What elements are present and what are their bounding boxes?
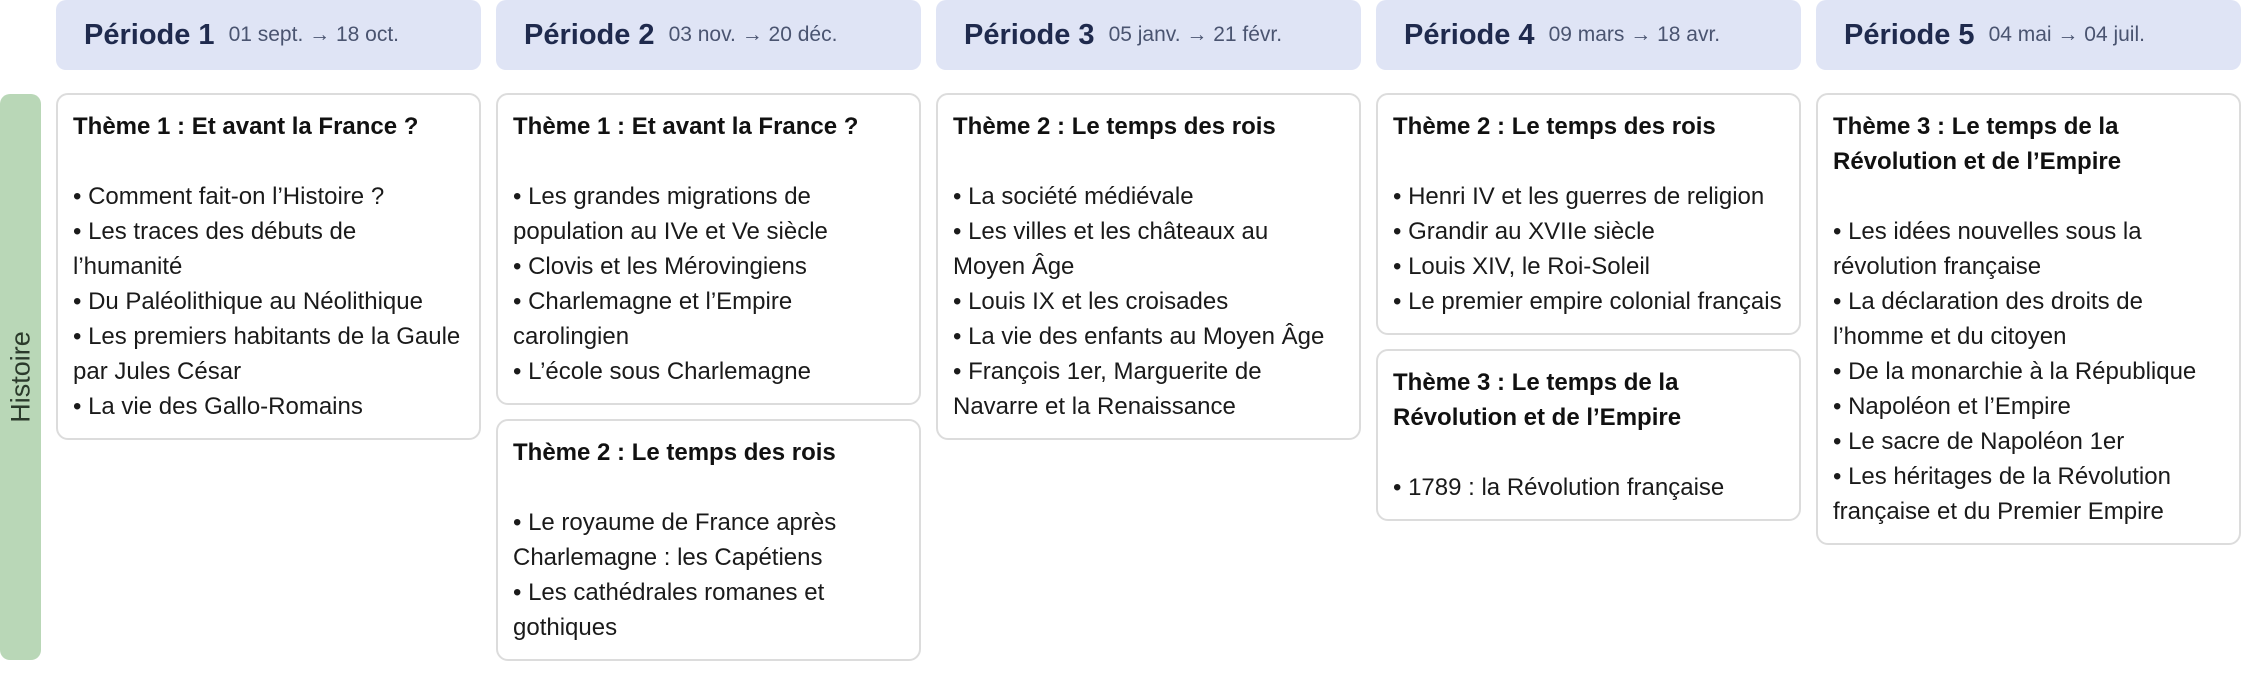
period-column-5 bbox=[1816, 0, 2241, 559]
theme-item: • Les villes et les châteaux au Moyen Âge bbox=[953, 218, 1269, 280]
theme-item: • Du Paléolithique au Néolithique bbox=[73, 288, 423, 315]
theme-item: • La vie des enfants au Moyen Âge bbox=[953, 323, 1325, 350]
theme-card bbox=[1376, 349, 1801, 521]
theme-card bbox=[1816, 93, 2241, 545]
theme-item: • Les héritages de la Révolution française et du Premier Empire bbox=[1833, 463, 2171, 525]
theme-item: • Grandir au XVIIe siècle bbox=[1393, 218, 1655, 245]
subject-row-header bbox=[0, 94, 41, 660]
theme-card bbox=[1376, 93, 1801, 335]
theme-title: Thème 2 : Le temps des rois bbox=[1393, 113, 1716, 140]
theme-item: • Les traces des débuts de l’humanité bbox=[73, 218, 357, 280]
theme-title: Thème 2 : Le temps des rois bbox=[513, 439, 836, 466]
theme-title: Thème 3 : Le temps de la Révolution et de l’Empire bbox=[1833, 113, 2122, 175]
theme-item: • Charlemagne et l’Empire carolingien bbox=[513, 288, 793, 350]
theme-item: • Les grandes migrations de population au IVe et Ve siècle bbox=[513, 183, 828, 245]
period-dates: 03 nov. → 20 déc. bbox=[668, 23, 838, 46]
theme-item: • L’école sous Charlemagne bbox=[513, 358, 811, 385]
theme-item: • Le premier empire colonial français bbox=[1393, 288, 1782, 315]
theme-title: Thème 2 : Le temps des rois bbox=[953, 113, 1276, 140]
period-column-2 bbox=[496, 0, 921, 675]
theme-title: Thème 1 : Et avant la France ? bbox=[513, 113, 859, 140]
theme-item: • François 1er, Marguerite de Navarre et la Renaissance bbox=[953, 358, 1262, 420]
period-dates: 05 janv. → 21 févr. bbox=[1108, 23, 1283, 46]
period-title: Période 1 bbox=[84, 18, 215, 51]
theme-item: • 1789 : la Révolution française bbox=[1393, 474, 1725, 501]
period-dates: 01 sept. → 18 oct. bbox=[228, 23, 399, 46]
theme-item: • Comment fait-on l’Histoire ? bbox=[73, 183, 385, 210]
period-column-4 bbox=[1376, 0, 1801, 535]
theme-item: • La société médiévale bbox=[953, 183, 1194, 210]
period-header bbox=[1816, 0, 2241, 70]
theme-item: • Louis XIV, le Roi-Soleil bbox=[1393, 253, 1650, 280]
theme-item: • Les idées nouvelles sous la révolution française bbox=[1833, 218, 2142, 280]
theme-card bbox=[496, 419, 921, 661]
theme-card bbox=[56, 93, 481, 440]
subject-label: Histoire bbox=[5, 331, 35, 423]
period-dates: 04 mai → 04 juil. bbox=[1988, 23, 2145, 46]
period-dates: 09 mars → 18 avr. bbox=[1548, 23, 1721, 46]
period-header bbox=[1376, 0, 1801, 70]
period-header bbox=[56, 0, 481, 70]
period-header bbox=[936, 0, 1361, 70]
theme-item: • Napoléon et l’Empire bbox=[1833, 393, 2071, 420]
theme-card bbox=[496, 93, 921, 405]
theme-item: • Henri IV et les guerres de religion bbox=[1393, 183, 1765, 210]
theme-title: Thème 3 : Le temps de la Révolution et de l’Empire bbox=[1393, 369, 1682, 431]
period-title: Période 5 bbox=[1844, 18, 1975, 51]
theme-title: Thème 1 : Et avant la France ? bbox=[73, 113, 419, 140]
theme-item: • Le royaume de France après Charlemagne : les Capétiens bbox=[513, 509, 837, 571]
period-column-1 bbox=[56, 0, 481, 454]
theme-item: • La déclaration des droits de l’homme et du citoyen bbox=[1833, 288, 2143, 350]
theme-item: • Le sacre de Napoléon 1er bbox=[1833, 428, 2125, 455]
theme-item: • La vie des Gallo-Romains bbox=[73, 393, 363, 420]
period-title: Période 3 bbox=[964, 18, 1095, 51]
theme-item: • Louis IX et les croisades bbox=[953, 288, 1229, 315]
theme-item: • Clovis et les Mérovingiens bbox=[513, 253, 807, 280]
period-column-3 bbox=[936, 0, 1361, 454]
theme-card bbox=[936, 93, 1361, 440]
period-title: Période 2 bbox=[524, 18, 655, 51]
theme-item: • Les premiers habitants de la Gaule par Jules César bbox=[73, 323, 461, 385]
period-header bbox=[496, 0, 921, 70]
period-title: Période 4 bbox=[1404, 18, 1535, 51]
theme-item: • De la monarchie à la République bbox=[1833, 358, 2197, 385]
theme-item: • Les cathédrales romanes et gothiques bbox=[513, 579, 825, 641]
